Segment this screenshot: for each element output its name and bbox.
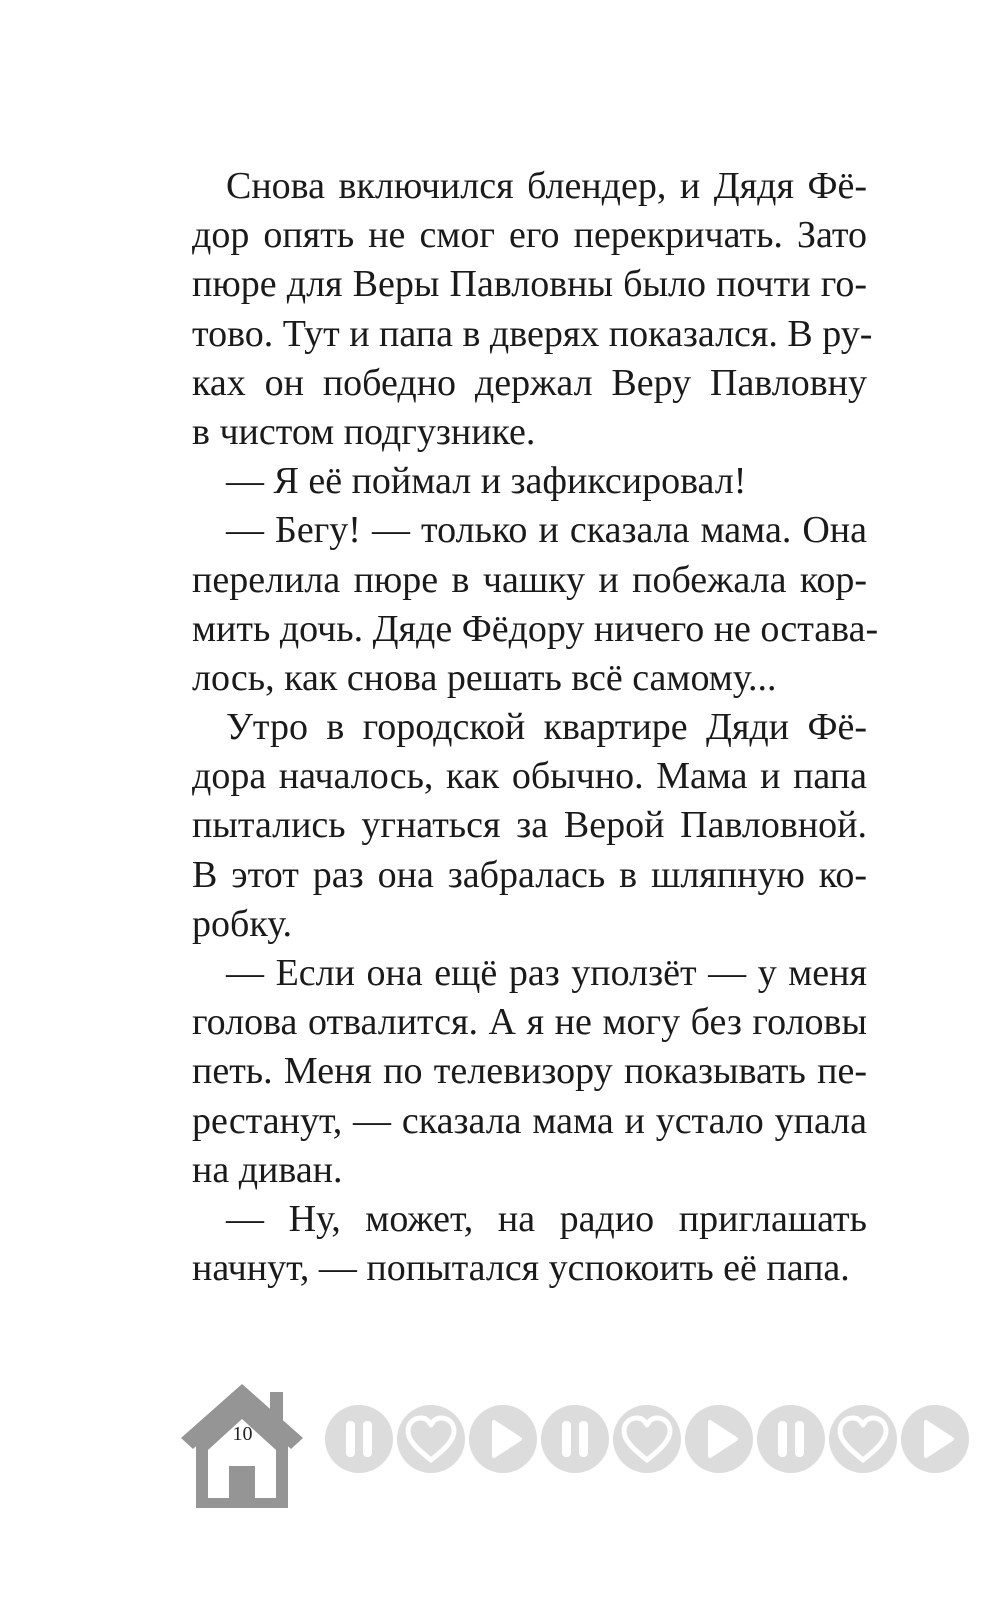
text-line-11: лось, как снова решать всё самому... xyxy=(192,656,777,699)
text-line-18: голова отвалится. А я не могу без головы xyxy=(192,1001,867,1044)
pause-icon xyxy=(540,1404,610,1474)
text-line-7: — Я её поймал и зафиксировал! xyxy=(226,460,747,503)
text-line-1: Снова включился блендер, и Дядя Фё- xyxy=(226,165,867,207)
text-line-21: на диван. xyxy=(192,1148,343,1191)
text-line-3: пюре для Веры Павловны было почти го- xyxy=(192,263,867,306)
text-line-19: петь. Меня по телевизору показывать пе- xyxy=(192,1050,867,1093)
text-line-12: Утро в городской квартире Дяди Фё- xyxy=(226,706,867,749)
text-line-10: мить дочь. Дяде Фёдору ничего не остава- xyxy=(192,607,879,650)
text-line-23: начнут, — попытался успокоить её папа. xyxy=(192,1247,850,1290)
text-line-6: в чистом подгузнике. xyxy=(192,410,536,453)
text-line-13: дора началось, как обычно. Мама и папа xyxy=(192,755,867,798)
pause-icon xyxy=(324,1404,394,1474)
play-icon xyxy=(684,1404,754,1474)
text-line-22: — Ну, может, на радио приглашать xyxy=(226,1197,867,1240)
text-line-15: В этот раз она забралась в шляпную ко- xyxy=(192,853,867,896)
text-line-14: пытались угнаться за Верой Павловной. xyxy=(192,804,867,847)
play-icon xyxy=(468,1404,538,1474)
text-line-20: рестанут, — сказала мама и устало упала xyxy=(192,1099,867,1142)
text-line-16: робку. xyxy=(192,902,292,945)
text-line-17: — Если она ещё раз уползёт — у меня xyxy=(226,952,867,994)
heart-icon xyxy=(828,1404,898,1474)
text-line-2: дор опять не смог его перекричать. Зато xyxy=(192,214,867,257)
page-number: 10 xyxy=(232,1423,253,1445)
pause-icon xyxy=(756,1404,826,1474)
text-line-5: ках он победно держал Веру Павловну xyxy=(192,361,867,404)
text-line-8: — Бегу! — только и сказала мама. Она xyxy=(226,509,867,552)
text-line-4: тово. Тут и папа в дверях показался. В ру- xyxy=(192,312,873,355)
play-icon xyxy=(900,1404,1000,1474)
page-footer xyxy=(0,1380,1000,1510)
heart-icon xyxy=(612,1404,682,1474)
heart-icon xyxy=(396,1404,466,1474)
book-text xyxy=(192,162,879,1293)
text-line-9: перелила пюре в чашку и побежала кор- xyxy=(192,558,867,601)
